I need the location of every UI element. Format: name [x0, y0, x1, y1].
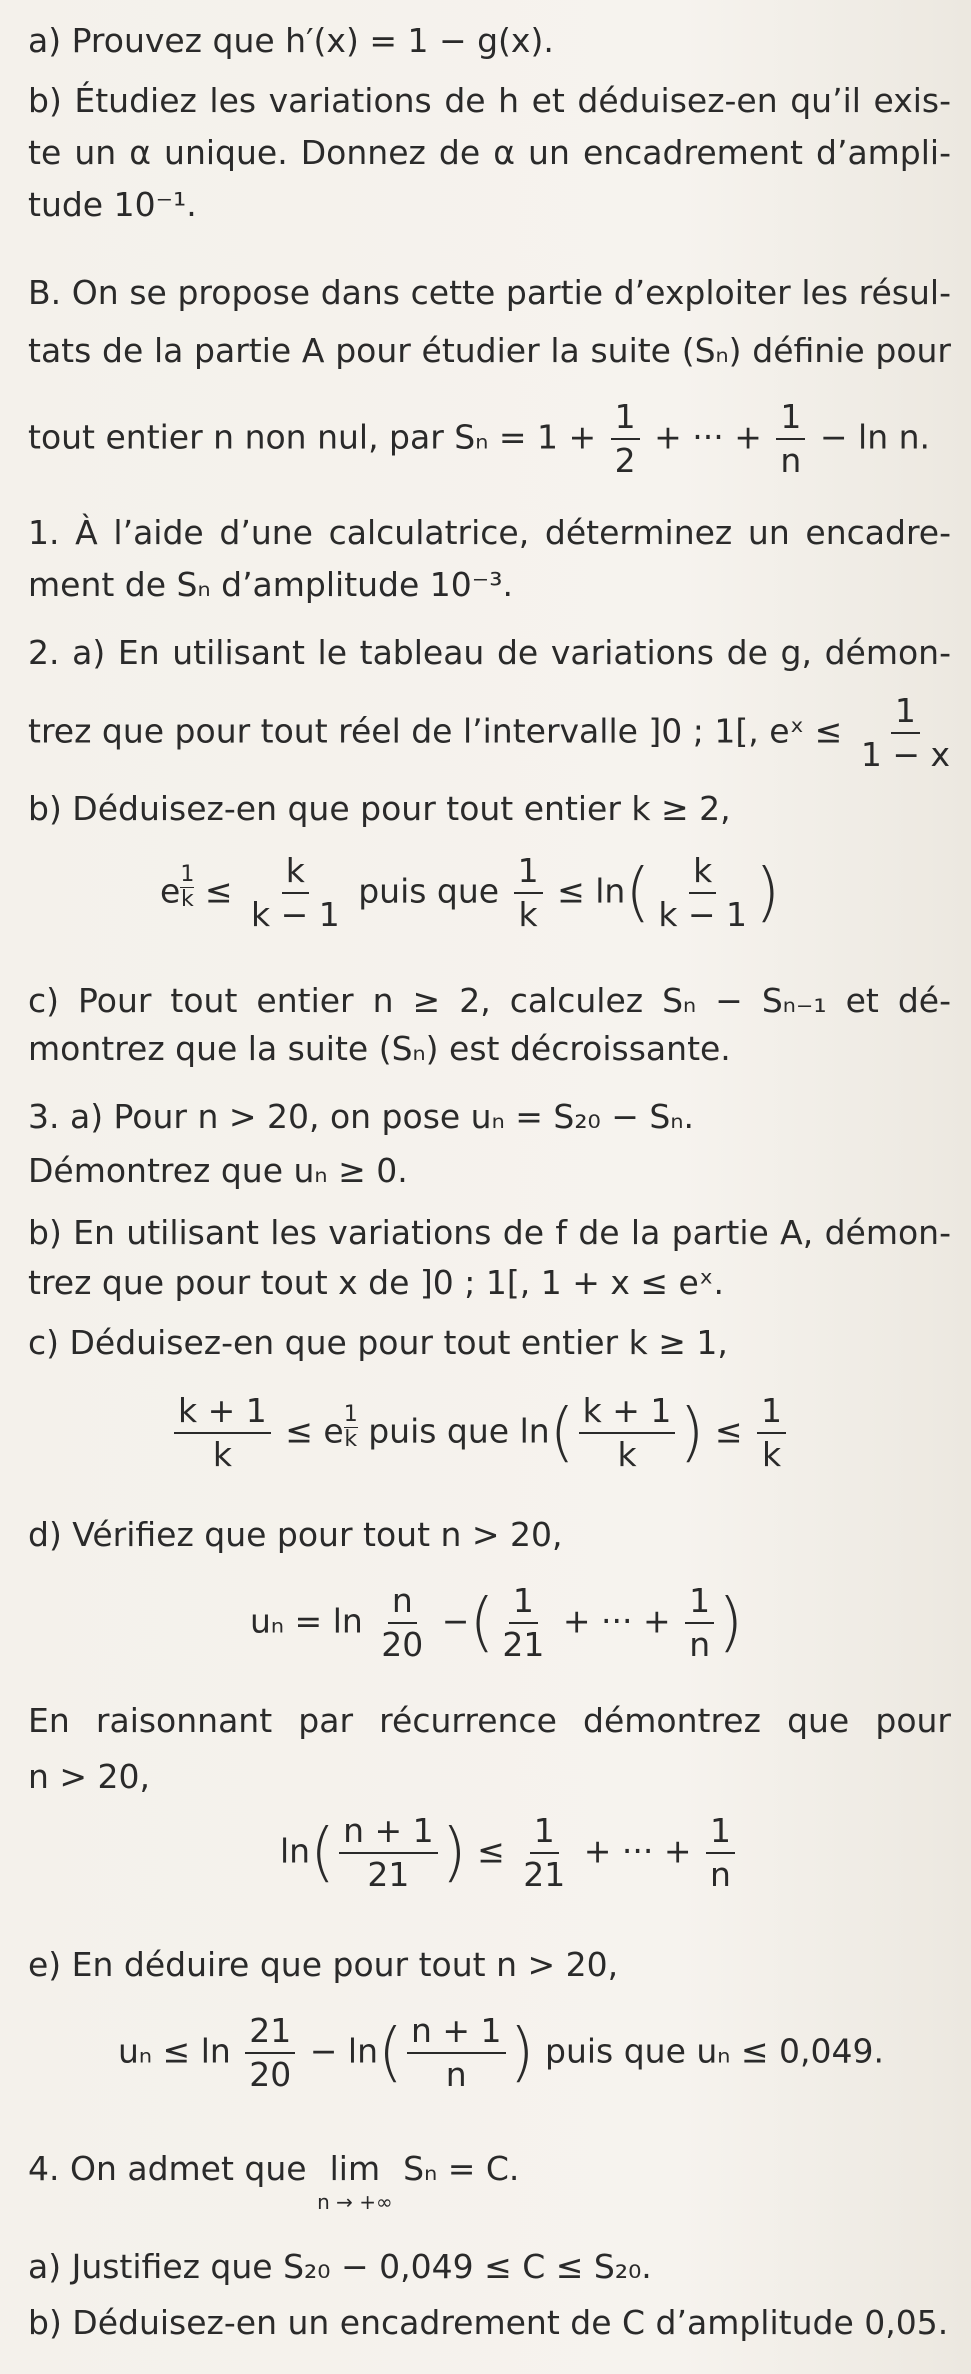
fraction-ln-k-over-k-minus-1: $\frac{k}{k - 1}$	[658, 851, 748, 934]
fraction-n-plus-1-over-21: $\frac{n + 1}{21}$	[339, 1810, 438, 1896]
question-3d-induction: En raisonnant par récurrence démontrez que pour	[28, 1701, 951, 1740]
question-2b-inequalities: e $\frac{1}{k}$ ≤ $\frac{k}{k - 1}$ puis que $\frac{1}{k}$ ≤ ln( $\frac{k}{k - 1}$ )	[160, 851, 781, 934]
item-a-h-prime: a) Prouvez que h′(x) = 1 − g(x).	[28, 21, 554, 60]
question-2a-inequality: trez que pour tout réel de l’intervalle ]0 ; 1[, eˣ ≤ $\frac{1}{1 - x}$	[28, 690, 951, 776]
fraction-one-over-n: $\frac{1}{n}$	[776, 396, 805, 482]
exponent-one-over-k: $\frac{1}{k}$	[180, 861, 195, 912]
question-3a: 3. a) Pour n > 20, on pose uₙ = S₂₀ − Sₙ.	[28, 1097, 694, 1136]
fraction-n-plus-1-over-n: $\frac{n + 1}{n}$	[407, 2010, 506, 2096]
question-3e-formula: uₙ ≤ ln $\frac{21}{20}$ − ln( $\frac{n + 1}{n}$ ) puis que uₙ ≤ 0,049.	[118, 2011, 885, 2094]
fraction-one-over-k-2: $\frac{1}{k}$	[757, 1390, 786, 1476]
fraction-one-over-21-2: $\frac{1}{21}$	[523, 1811, 566, 1894]
question-4b: b) Déduisez-en un encadrement de C d’amplitude 0,05.	[28, 2303, 949, 2342]
question-2c: c) Pour tout entier n ≥ 2, calculez Sₙ − Sₙ₋₁ et dé-	[28, 981, 951, 1020]
question-3a-positive: Démontrez que uₙ ≥ 0.	[28, 1151, 408, 1190]
fraction-one-over-n-2: $\frac{1}{n}$	[685, 1580, 714, 1666]
item-b-variations: b) Étudiez les variations de h et déduisez-en qu’il exis-	[28, 81, 951, 120]
fraction-k-plus-1-over-k: $\frac{k + 1}{k}$	[174, 1390, 271, 1476]
part-b-intro: B. On se propose dans cette partie d’exploiter les résul-	[28, 273, 951, 312]
question-3e: e) En déduire que pour tout n > 20,	[28, 1945, 619, 1984]
question-3b-inequality: trez que pour tout x de ]0 ; 1[, 1 + x ≤ eˣ.	[28, 1263, 724, 1302]
question-3d-formula: uₙ = ln $\frac{n}{20}$ −( $\frac{1}{21}$ + ··· + $\frac{1}{n}$ )	[250, 1581, 744, 1664]
question-3c-inequalities: $\frac{k + 1}{k}$ ≤ e $\frac{1}{k}$ puis que ln( $\frac{k + 1}{k}$ ) ≤ $\frac{1}{k}$	[170, 1390, 951, 1476]
fraction-k-over-k-minus-1: $\frac{k}{k - 1}$	[250, 851, 340, 934]
part-b-sequence: tats de la partie A pour étudier la suite (Sₙ) définie pour	[28, 331, 951, 370]
question-2a: 2. a) En utilisant le tableau de variations de g, démon-	[28, 633, 951, 672]
fraction-one-over-k: $\frac{1}{k}$	[514, 850, 543, 936]
question-3d-induction-formula: ln( $\frac{n + 1}{21}$ ) ≤ $\frac{1}{21}$ + ··· + $\frac{1}{n}$	[280, 1810, 951, 1896]
question-4: 4. On admet que lim n → +∞ Sₙ = C.	[28, 2146, 951, 2212]
exponent-one-over-k-2: $\frac{1}{k}$	[343, 1401, 358, 1452]
question-3d-condition: n > 20,	[28, 1757, 151, 1796]
question-3d: d) Vérifiez que pour tout n > 20,	[28, 1515, 563, 1554]
fraction-one-half: $\frac{1}{2}$	[611, 396, 640, 482]
fraction-21-over-20: $\frac{21}{20}$	[245, 2010, 295, 2096]
limit-expression: lim n → +∞	[317, 2149, 393, 2214]
question-1-amplitude: ment de Sₙ d’amplitude 10⁻³.	[28, 565, 513, 604]
question-1: 1. À l’aide d’une calculatrice, déterminez un encadre-	[28, 513, 951, 552]
fraction-one-over-n-3: $\frac{1}{n}$	[706, 1810, 735, 1896]
fraction-one-over-21: $\frac{1}{21}$	[502, 1581, 545, 1664]
fraction-ln-k-plus-1-over-k: $\frac{k + 1}{k}$	[579, 1390, 676, 1476]
fraction-n-over-20: $\frac{n}{20}$	[381, 1581, 424, 1664]
fraction-one-over-one-minus-x: $\frac{1}{1 - x}$	[860, 691, 950, 774]
item-b-amplitude: tude 10⁻¹.	[28, 185, 197, 224]
question-4a: a) Justifiez que S₂₀ − 0,049 ≤ C ≤ S₂₀.	[28, 2247, 652, 2286]
question-2c-decreasing: montrez que la suite (Sₙ) est décroissante.	[28, 1029, 731, 1068]
item-b-alpha: te un α unique. Donnez de α un encadrement d’ampli-	[28, 133, 951, 172]
question-2b: b) Déduisez-en que pour tout entier k ≥ 2,	[28, 789, 731, 828]
question-3c: c) Déduisez-en que pour tout entier k ≥ 1,	[28, 1323, 728, 1362]
question-3b: b) En utilisant les variations de f de la partie A, démon-	[28, 1213, 951, 1252]
part-b-definition: tout entier n non nul, par Sₙ = 1 + $\frac{1}{2}$ + ··· + $\frac{1}{n}$ − ln n.	[28, 397, 931, 480]
